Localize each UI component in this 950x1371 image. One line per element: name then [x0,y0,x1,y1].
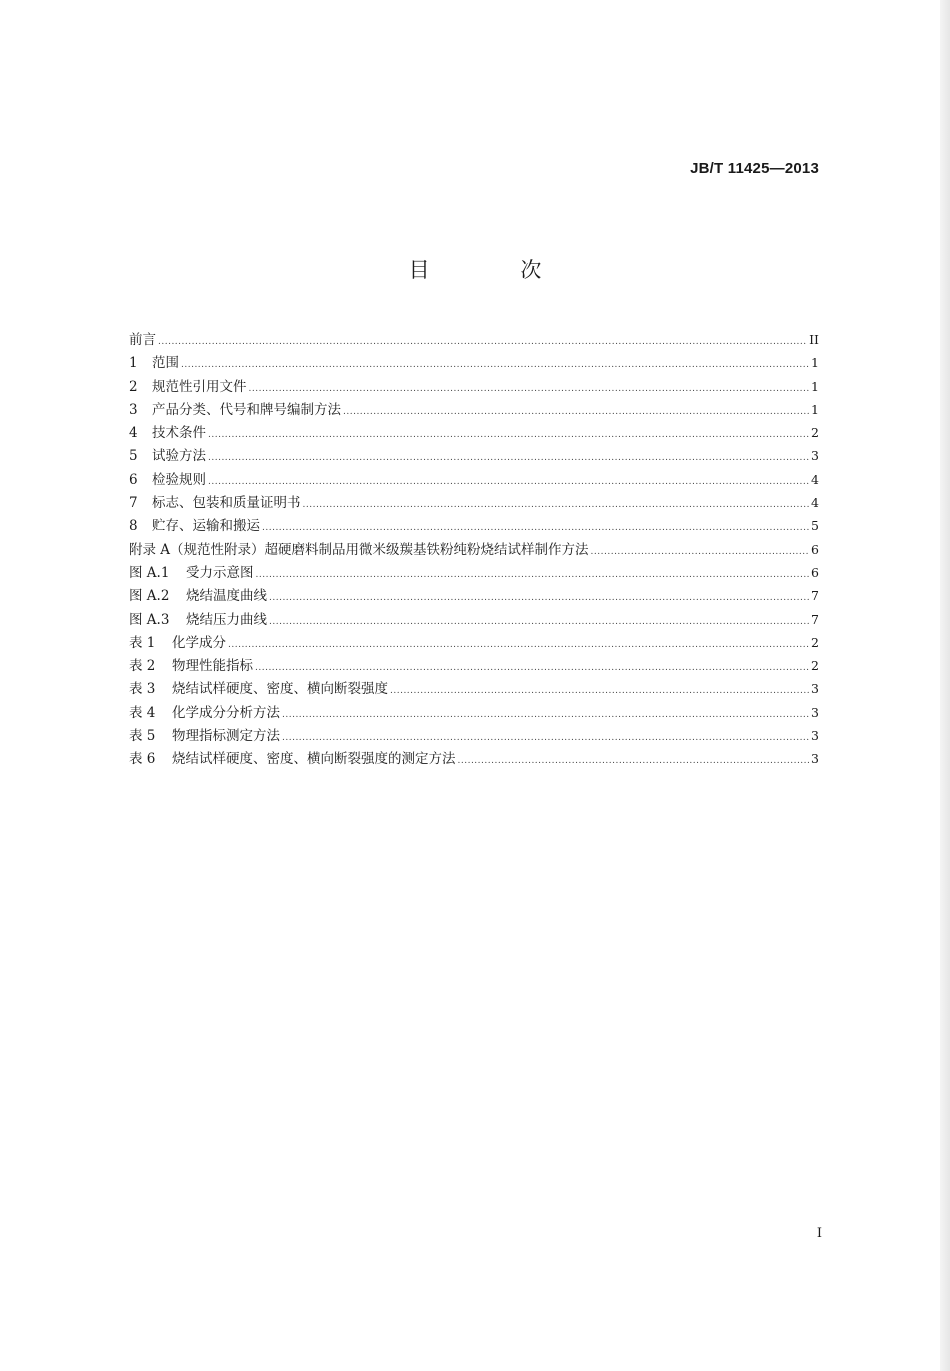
toc-entry-page: 4 [811,471,819,487]
toc-entry-page: 1 [811,401,819,417]
toc-entry-page: II [809,332,819,347]
toc-entry[interactable] [129,538,819,561]
toc-entry[interactable] [129,398,819,421]
toc-entry-title: 检验规则 [152,471,206,488]
toc-leader-dots [458,750,810,773]
toc-leader-dots [255,657,809,680]
toc-entry-title: 技术条件 [152,425,206,442]
toc-entry[interactable] [129,351,819,374]
toc-entry-page: 6 [811,564,819,580]
toc-entry-page: 3 [811,681,819,697]
toc-leader-dots [262,517,809,540]
toc-entry[interactable] [129,491,819,514]
toc-entry-title: 附录 A（规范性附录）超硬磨料制品用微米级羰基铁粉纯粉烧结试样制作方法 [129,541,589,558]
toc-entry[interactable] [129,561,819,584]
toc-leader-dots [208,471,809,494]
toc-entry-page: 2 [811,634,819,650]
toc-entry-number: 1 [129,355,138,372]
toc-entry[interactable] [129,468,819,491]
toc-entry-page: 7 [811,588,819,604]
toc-entry-page: 3 [811,448,819,464]
page-edge-shadow [940,0,950,1371]
toc-leader-dots [249,378,810,401]
toc-leader-dots [208,424,809,447]
toc-entry-title: 规范性引用文件 [152,378,247,395]
toc-entry[interactable] [129,747,819,770]
toc-entry-page: 1 [811,378,819,394]
toc-entry[interactable] [129,701,819,724]
toc-entry-number: 5 [129,448,138,465]
toc-entry-number: 表 3 [129,681,156,698]
toc-entry-title: 范围 [152,355,179,372]
toc-entry[interactable] [129,444,819,467]
toc-leader-dots [591,541,810,564]
toc-title: 目 次 [408,258,584,282]
toc-entry[interactable] [129,654,819,677]
toc-entry-title: 物理性能指标 [172,658,253,675]
toc-entry-number: 表 6 [129,751,156,768]
toc-entry-number: 6 [129,471,138,488]
toc-entry-number: 3 [129,401,138,418]
toc-entry-number: 图 A.1 [129,564,170,581]
toc-entry-page: 2 [811,658,819,674]
toc-entry[interactable] [129,328,819,351]
toc-entry-number: 表 4 [129,704,156,721]
toc-entry[interactable] [129,724,819,747]
toc-entry-page: 1 [811,355,819,371]
toc-entry-page: 2 [811,425,819,441]
toc-leader-dots [269,587,809,610]
table-of-contents [129,328,819,771]
toc-entry-number: 图 A.2 [129,588,170,605]
toc-leader-dots [390,680,809,703]
toc-entry[interactable] [129,677,819,700]
toc-entry-title: 试验方法 [152,448,206,465]
toc-entry[interactable] [129,584,819,607]
toc-entry-number: 表 5 [129,728,156,745]
toc-entry-title: 前言 [129,332,156,348]
document-code: JB/T 11425—2013 [690,160,819,177]
toc-entry-page: 3 [811,704,819,720]
toc-entry-title: 贮存、运输和搬运 [152,518,260,535]
toc-entry-number: 表 2 [129,658,156,675]
toc-entry-title: 产品分类、代号和牌号编制方法 [152,401,341,418]
toc-entry-page: 7 [811,611,819,627]
toc-entry-title: 烧结试样硬度、密度、横向断裂强度 [172,681,388,698]
toc-entry-number: 2 [129,378,138,395]
toc-entry-page: 5 [811,518,819,534]
toc-leader-dots [282,727,809,750]
toc-entry[interactable] [129,514,819,537]
toc-entry-number: 8 [129,518,138,535]
toc-entry-title: 化学成分分析方法 [172,704,280,721]
toc-entry-number: 7 [129,495,138,512]
toc-entry-number: 表 1 [129,634,156,651]
toc-entry-page: 4 [811,495,819,511]
toc-leader-dots [181,354,809,377]
toc-leader-dots [282,704,809,727]
toc-entry-number: 4 [129,425,138,442]
toc-leader-dots [269,611,809,634]
toc-entry-title: 化学成分 [172,634,226,651]
toc-entry-title: 烧结试样硬度、密度、横向断裂强度的测定方法 [172,751,456,768]
toc-entry-title: 烧结温度曲线 [186,588,267,605]
toc-entry[interactable] [129,421,819,444]
toc-entry[interactable] [129,608,819,631]
toc-entry-title: 受力示意图 [186,564,254,581]
toc-entry-title: 烧结压力曲线 [186,611,267,628]
toc-entry-page: 6 [811,541,819,557]
toc-leader-dots [158,331,807,354]
toc-entry-number: 图 A.3 [129,611,170,628]
toc-leader-dots [228,634,809,657]
toc-leader-dots [256,564,810,587]
toc-entry[interactable] [129,375,819,398]
toc-leader-dots [343,401,809,424]
toc-entry-title: 标志、包装和质量证明书 [152,495,301,512]
toc-leader-dots [208,447,809,470]
toc-entry-page: 3 [811,751,819,767]
toc-entry-page: 3 [811,728,819,744]
toc-leader-dots [303,494,810,517]
page-number: I [816,1226,822,1241]
toc-entry[interactable] [129,631,819,654]
toc-entry-title: 物理指标测定方法 [172,728,280,745]
